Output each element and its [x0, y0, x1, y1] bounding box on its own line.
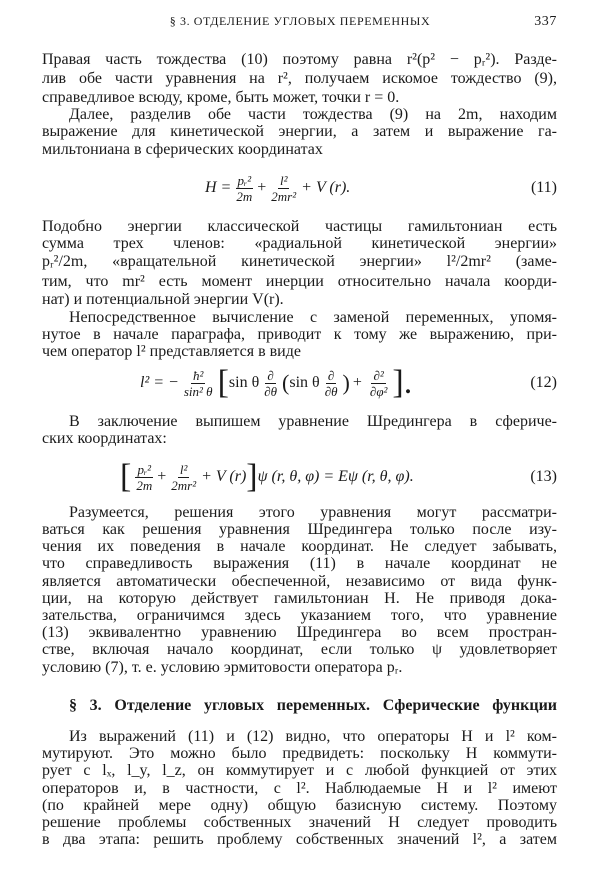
text-line: условию (7), т. е. условию эрмитовости оператора pᵣ.: [42, 659, 403, 676]
text-line: лив обе части уравнения на r², получаем искомое тождество (9),: [42, 70, 557, 87]
equation-12: [42, 361, 557, 405]
text-line: мильтониана в сферических координатах: [42, 141, 323, 158]
left-bracket: [: [120, 458, 132, 495]
fraction: ∂ ∂θ: [324, 367, 338, 399]
fraction: pᵣ² 2m: [136, 461, 153, 493]
fraction: $\frac{\text{l²}}{\text{2mr²}}$: [271, 172, 297, 204]
page-number: 337: [534, 14, 557, 29]
text-line: ских координатах:: [42, 430, 167, 447]
text-line: нат) и потенциальной энергии V(r).: [42, 291, 284, 308]
text-line: сумма трех членов: «радиальной кинетической энергии»: [42, 235, 557, 252]
text-line: ции, на которую действует гамильтониан H. Не приводя дока-: [42, 590, 557, 607]
eq-term: sin θ: [289, 374, 320, 391]
text-line: чения их поведения в начале координат. Не следует забывать,: [42, 538, 557, 555]
text-line: (по крайней мере одну) общую базисную систему. Поэтому: [42, 797, 557, 814]
text-line: выражение для кинетической энергии, а затем и выражение га-: [42, 123, 557, 140]
eq-lhs: H =: [205, 179, 232, 196]
eq-term: + V (r).: [301, 179, 351, 196]
running-title: § 3. ОТДЕЛЕНИЕ УГЛОВЫХ ПЕРЕМЕННЫХ: [169, 14, 431, 28]
text-line: В заключение выпишем уравнение Шредингера в сфериче-: [69, 413, 557, 430]
text-line: операторов и, в частности, с l². Наблюдаемые H и l² имеют: [42, 780, 557, 797]
right-bracket: ].: [392, 364, 413, 401]
text-line: Разумеется, решения этого уравнения могут рассматри-: [69, 504, 557, 521]
text-line: Подобно энергии классической частицы гамильтониан есть: [42, 218, 557, 235]
eq-term: sin θ: [228, 374, 260, 391]
text-line: стве, включая начало координат, если только ψ удовлетворяет: [42, 641, 557, 658]
equation-number: (11): [530, 179, 557, 196]
text-line: Непосредственное вычисление с заменой переменных, упомя-: [69, 309, 557, 326]
left-paren: (: [282, 370, 290, 395]
text-line: (13) эквивалентно уравнению Шредингера во всем простран-: [42, 624, 557, 641]
text-line: ваться как решения уравнения Шредингера только после изу-: [42, 521, 557, 538]
text-line: нутое в начале параграфа, приводит к тому же выражению, при-: [42, 326, 557, 343]
text-line: является автоматически обеспеченной, независимо от вида функ-: [42, 573, 557, 590]
text-line: тим, что mr² есть момент инерции относительно начала коорди-: [42, 273, 557, 290]
text-line: Из выражений (11) и (12) видно, что операторы H и l² ком-: [69, 728, 557, 745]
equation-13: [42, 455, 557, 499]
running-header: [0, 14, 600, 32]
text-line: рует с lₓ, l_y, l_z, он коммутирует и с любой функцией от этих: [42, 762, 557, 779]
fraction: ∂ ∂θ: [264, 367, 278, 399]
text-line: pᵣ²/2m, «вращательной кинетической энергии» l²/2mr² (заме-: [42, 253, 557, 270]
right-bracket: ]: [246, 458, 258, 495]
left-bracket: [: [217, 364, 229, 401]
text-line: справедливое всюду, кроме, быть может, точки r = 0.: [42, 89, 400, 106]
equation-number: (13): [530, 468, 557, 485]
text-line: в два этапа: решить проблему собственных значений l², а затем: [42, 831, 557, 848]
fraction: $\frac{\text{pᵣ²}}{2m}$: [236, 172, 253, 204]
text-line: решение проблемы собственных значений H следует проводить: [42, 814, 557, 831]
eq-operator: +: [257, 179, 267, 196]
text-line: зательства, ограничимся здесь указанием того, что уравнение: [42, 607, 557, 624]
section-heading: § 3. Отделение угловых переменных. Сферические функции: [69, 697, 557, 714]
eq-term: + V (r): [201, 468, 247, 485]
right-paren: ): [342, 370, 350, 395]
text-line: Правая часть тождества (10) поэтому равна r²(p² − pᵣ²). Разде-: [42, 51, 557, 68]
eq-term: ψ (r, θ, φ) = Eψ (r, θ, φ).: [257, 468, 414, 485]
equation-number: (12): [530, 374, 557, 391]
equation-11: [42, 166, 557, 210]
fraction: $\frac{\text{l²}}{\text{2mr²}}$: [171, 461, 197, 493]
fraction: ∂² ∂φ²: [369, 367, 388, 399]
fraction: $\frac{\text{ħ²}}{\text{sin² θ}}$: [183, 367, 213, 399]
eq-operator: +: [157, 468, 167, 485]
eq-lhs: l² = −: [140, 374, 179, 391]
eq-operator: +: [352, 374, 362, 391]
text-line: чем оператор l² представляется в виде: [42, 343, 301, 360]
text-line: что справедливость выражения (11) в начале координат не: [42, 555, 557, 572]
text-line: мутируют. Это можно было предвидеть: поскольку H коммути-: [42, 745, 557, 762]
text-line: Далее, разделив обе части тождества (9) на 2m, находим: [69, 106, 557, 123]
